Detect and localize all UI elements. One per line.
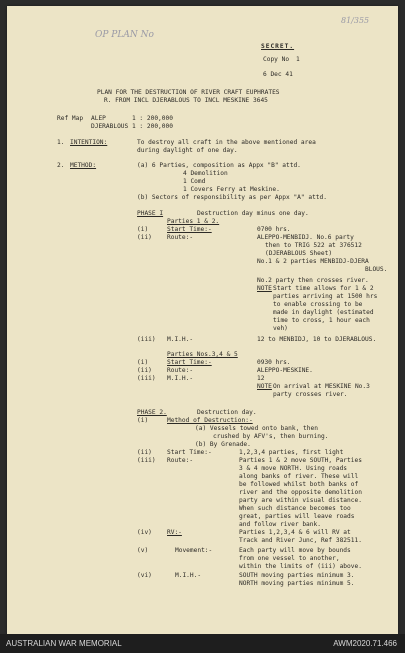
phase-1-route-3: (DJERABLOUS Sheet): [265, 250, 333, 257]
phase-1-b-i: (i): [137, 359, 149, 366]
phase-2-iii: (iii): [137, 457, 156, 464]
method-b: (b) Sectors of responsibility as per Appx "A" attd.: [137, 194, 327, 201]
phase-1-b-note-label: NOTE: [257, 383, 272, 390]
phase-2-label: PHASE 2.: [137, 409, 167, 416]
phase-1-i-value: 0700 hrs.: [257, 226, 291, 233]
phase-2-v-label: Movement:-: [175, 547, 213, 554]
phase-1-note-1: Start time allows for 1 & 2: [273, 285, 374, 292]
date: 6 Dec 41: [263, 71, 293, 78]
phase-1-note-3: to enable crossing to be: [273, 301, 363, 308]
phase-1-b-ii-label: Route:-: [167, 367, 194, 374]
archive-footer: [0, 634, 405, 653]
phase-1-b-ii-value: ALEPPO-MESKINE.: [257, 367, 313, 374]
phase-1-note-2: parties arriving at 1500 hrs: [273, 293, 378, 300]
phase-2-vi-line-1: SOUTH moving parties minimum 3.: [239, 572, 355, 579]
title-line-1: PLAN FOR THE DESTRUCTION OF RIVER CRAFT EUPHRATES: [97, 89, 280, 96]
phase-2-ii-value: 1,2,3,4 parties, first light: [239, 449, 344, 456]
phase-2-iv-line-2: Track and River Junc, Ref 382511.: [239, 537, 362, 544]
copy-number: 1: [296, 56, 300, 63]
phase-2-route-1: Parties 1 & 2 move SOUTH, Parties: [239, 457, 362, 464]
phase-2-v-line-1: Each party will move by bounds: [239, 547, 351, 554]
intention-label: INTENTION:: [70, 139, 108, 146]
phase-2-route-8: great, parties will leave roads: [239, 513, 355, 520]
phase-1-b-iii: (iii): [137, 375, 156, 382]
phase-1-b-note-2: party crosses river.: [273, 391, 348, 398]
phase-1-note-label: NOTE: [257, 285, 272, 292]
phase-1-b-iii-label: M.I.H.-: [167, 375, 194, 382]
secret-stamp: SECRET.: [261, 43, 295, 50]
phase-1-iii-label: M.I.H.-: [167, 336, 194, 343]
phase-2-iv-line-1: Parties 1,2,3,4 & 6 will RV at: [239, 529, 351, 536]
phase-1-note-6: veh): [273, 325, 288, 332]
ref-map-label: Ref Map: [57, 115, 84, 122]
phase-1-ii: (ii): [137, 234, 152, 241]
phase-2-route-5: river and the opposite demolition: [239, 489, 362, 496]
intention-line-1: To destroy all craft in the above mentioned area: [137, 139, 316, 146]
phase-1-route-6: No.2 party then crosses river.: [257, 277, 369, 284]
method-a-line-4: 1 Covers Ferry at Meskine.: [183, 186, 280, 193]
phase-1-note-4: made in daylight (estimated: [273, 309, 374, 316]
phase-1-i-label: Start Time:-: [167, 226, 212, 233]
footer-institution: AUSTRALIAN WAR MEMORIAL: [6, 639, 122, 648]
footer-accession-number: AWM2020.71.466: [333, 639, 397, 648]
phase-2-i-label: Method of Destruction:-: [167, 417, 253, 424]
ref-map-line-2: DJERABLOUS 1 : 200,000: [91, 123, 173, 130]
phase-2-i: (i): [137, 417, 149, 424]
phase-2-iv: (iv): [137, 529, 152, 536]
phase-2-route-3: along banks of river. These will: [239, 473, 359, 480]
document-page: [7, 6, 398, 634]
phase-1-route-2: then to TRIG 522 at 376512: [265, 242, 362, 249]
phase-2-a-line-1: (a) Vessels towed onto bank, then: [195, 425, 318, 432]
phase-2-route-7: When such distance becomes too: [239, 505, 351, 512]
phase-1-iii-value: 12 to MENBIDJ, 10 to DJERABLOUS.: [257, 336, 377, 343]
title-line-2: R. FROM INCL DJERABLOUS TO INCL MESKINE 3645: [104, 97, 268, 104]
phase-1-route-1: ALEPPO-MENBIDJ. No.6 party: [257, 234, 354, 241]
intention-number: 1.: [57, 139, 65, 146]
phase-2-v: (v): [137, 547, 149, 554]
phase-1-i: (i): [137, 226, 149, 233]
handwritten-note: OP PLAN No: [95, 30, 154, 40]
phase-1-parties-a: Parties 1 & 2.: [167, 218, 220, 225]
phase-1-iii: (iii): [137, 336, 156, 343]
phase-1-description: Destruction day minus one day.: [197, 210, 309, 217]
intention-line-2: during daylight of one day.: [137, 147, 238, 154]
phase-2-vi: (vi): [137, 572, 152, 579]
phase-1-b-ii: (ii): [137, 367, 152, 374]
copy-label: Copy No: [263, 56, 290, 63]
phase-2-iv-label: RV:-: [167, 529, 182, 536]
method-number: 2.: [57, 162, 65, 169]
phase-2-vi-line-2: NORTH moving parties minimum 5.: [239, 580, 355, 587]
phase-2-route-4: be followed whilst both banks of: [239, 481, 359, 488]
phase-1-route-5: BLOUS.: [365, 266, 388, 273]
phase-2-iii-label: Route:-: [167, 457, 194, 464]
method-a-line-3: 1 Comd: [183, 178, 206, 185]
phase-1-b-note-1: On arrival at MESKINE No.3: [273, 383, 370, 390]
method-a-line-2: 4 Demolition: [183, 170, 228, 177]
phase-2-ii-label: Start Time:-: [167, 449, 212, 456]
handwritten-reference: 81/355: [341, 16, 370, 25]
phase-1-ii-label: Route:-: [167, 234, 194, 241]
phase-2-v-line-2: from one vessel to another,: [239, 555, 340, 562]
phase-2-route-9: and follow river bank.: [239, 521, 321, 528]
phase-1-b-i-label: Start Time:-: [167, 359, 212, 366]
phase-1-route-4: No.1 & 2 parties MENBIDJ-DJERA: [257, 258, 369, 265]
phase-1-label: PHASE I: [137, 210, 164, 217]
phase-2-route-2: 3 & 4 move NORTH. Using roads: [239, 465, 348, 472]
phase-2-description: Destruction day.: [197, 409, 257, 416]
phase-2-a-line-2: crushed by AFV's, then burning.: [213, 433, 329, 440]
phase-2-ii: (ii): [137, 449, 152, 456]
phase-1-parties-b: Parties Nos.3,4 & 5: [167, 351, 238, 358]
phase-2-v-line-3: within the limits of (iii) above.: [239, 563, 362, 570]
phase-2-b: (b) By Grenade.: [195, 441, 251, 448]
method-a-line-1: (a) 6 Parties, composition as Appx "B" attd.: [137, 162, 301, 169]
phase-1-b-i-value: 0930 hrs.: [257, 359, 291, 366]
phase-1-note-5: time to cross, 1 hour each: [273, 317, 370, 324]
ref-map-line-1: ALEP 1 : 200,000: [91, 115, 173, 122]
phase-1-b-iii-value: 12: [257, 375, 265, 382]
phase-2-route-6: party are within visual distance.: [239, 497, 362, 504]
phase-2-vi-label: M.I.H.-: [175, 572, 202, 579]
method-label: METHOD:: [70, 162, 97, 169]
